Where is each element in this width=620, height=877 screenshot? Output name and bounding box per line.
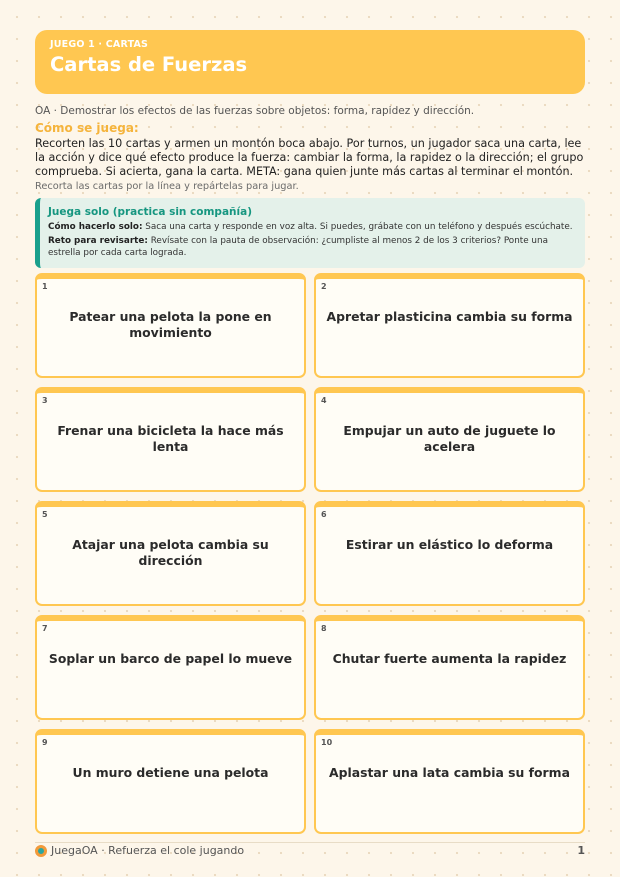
card-number: 7 [42, 624, 48, 633]
card[interactable] [35, 387, 306, 492]
card-number: 5 [42, 510, 48, 519]
how-to-play-body: Recorten las 10 cartas y armen un montón boca abajo. Por turnos, un jugador saca una carta, lee la acción y dice qué efecto produce la fuerza: cambiar la forma, la rapidez o la dirección; el grupo comprueba. Si acierta, gana la carta. META: gana quien junte más cartas al terminar el montón. [35, 137, 584, 178]
objective-text: OA · Demostrar los efectos de las fuerzas sobre objetos: forma, rapidez y dirección. [35, 105, 475, 117]
page-title: Cartas de Fuerzas [50, 53, 248, 76]
header-banner [35, 30, 585, 94]
card-text: Empujar un auto de juguete lo acelera [343, 423, 556, 454]
card-text: Estirar un elástico lo deforma [345, 537, 554, 552]
juegaoa-logo-icon [35, 845, 47, 857]
footer-brand: JuegaOA · Refuerza el cole jugando [51, 844, 245, 857]
card-text: Apretar plasticina cambia su forma [326, 309, 573, 324]
solo-review-label: Reto para revisarte: [48, 236, 148, 247]
card-number: 4 [321, 396, 327, 405]
card-text: Un muro detiene una pelota [72, 765, 269, 780]
card-text: Patear una pelota la pone en movimiento [69, 309, 272, 340]
card-number: 1 [42, 282, 48, 291]
card-number: 3 [42, 396, 48, 405]
card[interactable] [314, 387, 585, 492]
card-number: 2 [321, 282, 327, 291]
solo-how-line [48, 221, 575, 233]
solo-play-box [35, 198, 585, 268]
footer [35, 842, 585, 860]
card-text: Frenar una bicicleta la hace más lenta [57, 423, 284, 454]
card-number: 8 [321, 624, 327, 633]
solo-title: Juega solo (practica sin compañía) [48, 206, 252, 219]
solo-review-text: Revísate con la pauta de observación: ¿cumpliste al menos 2 de los 3 criterios? Ponte una estrella por cada carta lograda. [48, 236, 548, 259]
card-number: 9 [42, 738, 48, 747]
worksheet-page [35, 30, 585, 780]
card-text: Atajar una pelota cambia su dirección [72, 537, 269, 568]
game-kicker: JUEGO 1 · CARTAS [50, 39, 149, 50]
card[interactable] [314, 615, 585, 720]
card-number: 10 [321, 738, 333, 747]
card[interactable] [314, 729, 585, 834]
card-text: Aplastar una lata cambia su forma [329, 765, 570, 780]
card-text: Chutar fuerte aumenta la rapidez [332, 651, 567, 666]
card[interactable] [35, 501, 306, 606]
card[interactable] [35, 273, 306, 378]
solo-how-label: Cómo hacerlo solo: [48, 222, 143, 233]
card[interactable] [35, 729, 306, 834]
card-number: 6 [321, 510, 327, 519]
card[interactable] [35, 615, 306, 720]
solo-how-text: Saca una carta y responde en voz alta. Si puedes, grábate con un teléfono y después escúchate. [145, 222, 573, 233]
card[interactable] [314, 501, 585, 606]
how-to-play-title: Cómo se juega: [35, 121, 139, 135]
page-number: 1 [577, 844, 585, 857]
card-text: Soplar un barco de papel lo mueve [48, 651, 293, 666]
card[interactable] [314, 273, 585, 378]
cut-note: Recorta las cartas por la línea y repártelas para jugar. [35, 181, 299, 193]
solo-review-line [48, 235, 575, 259]
